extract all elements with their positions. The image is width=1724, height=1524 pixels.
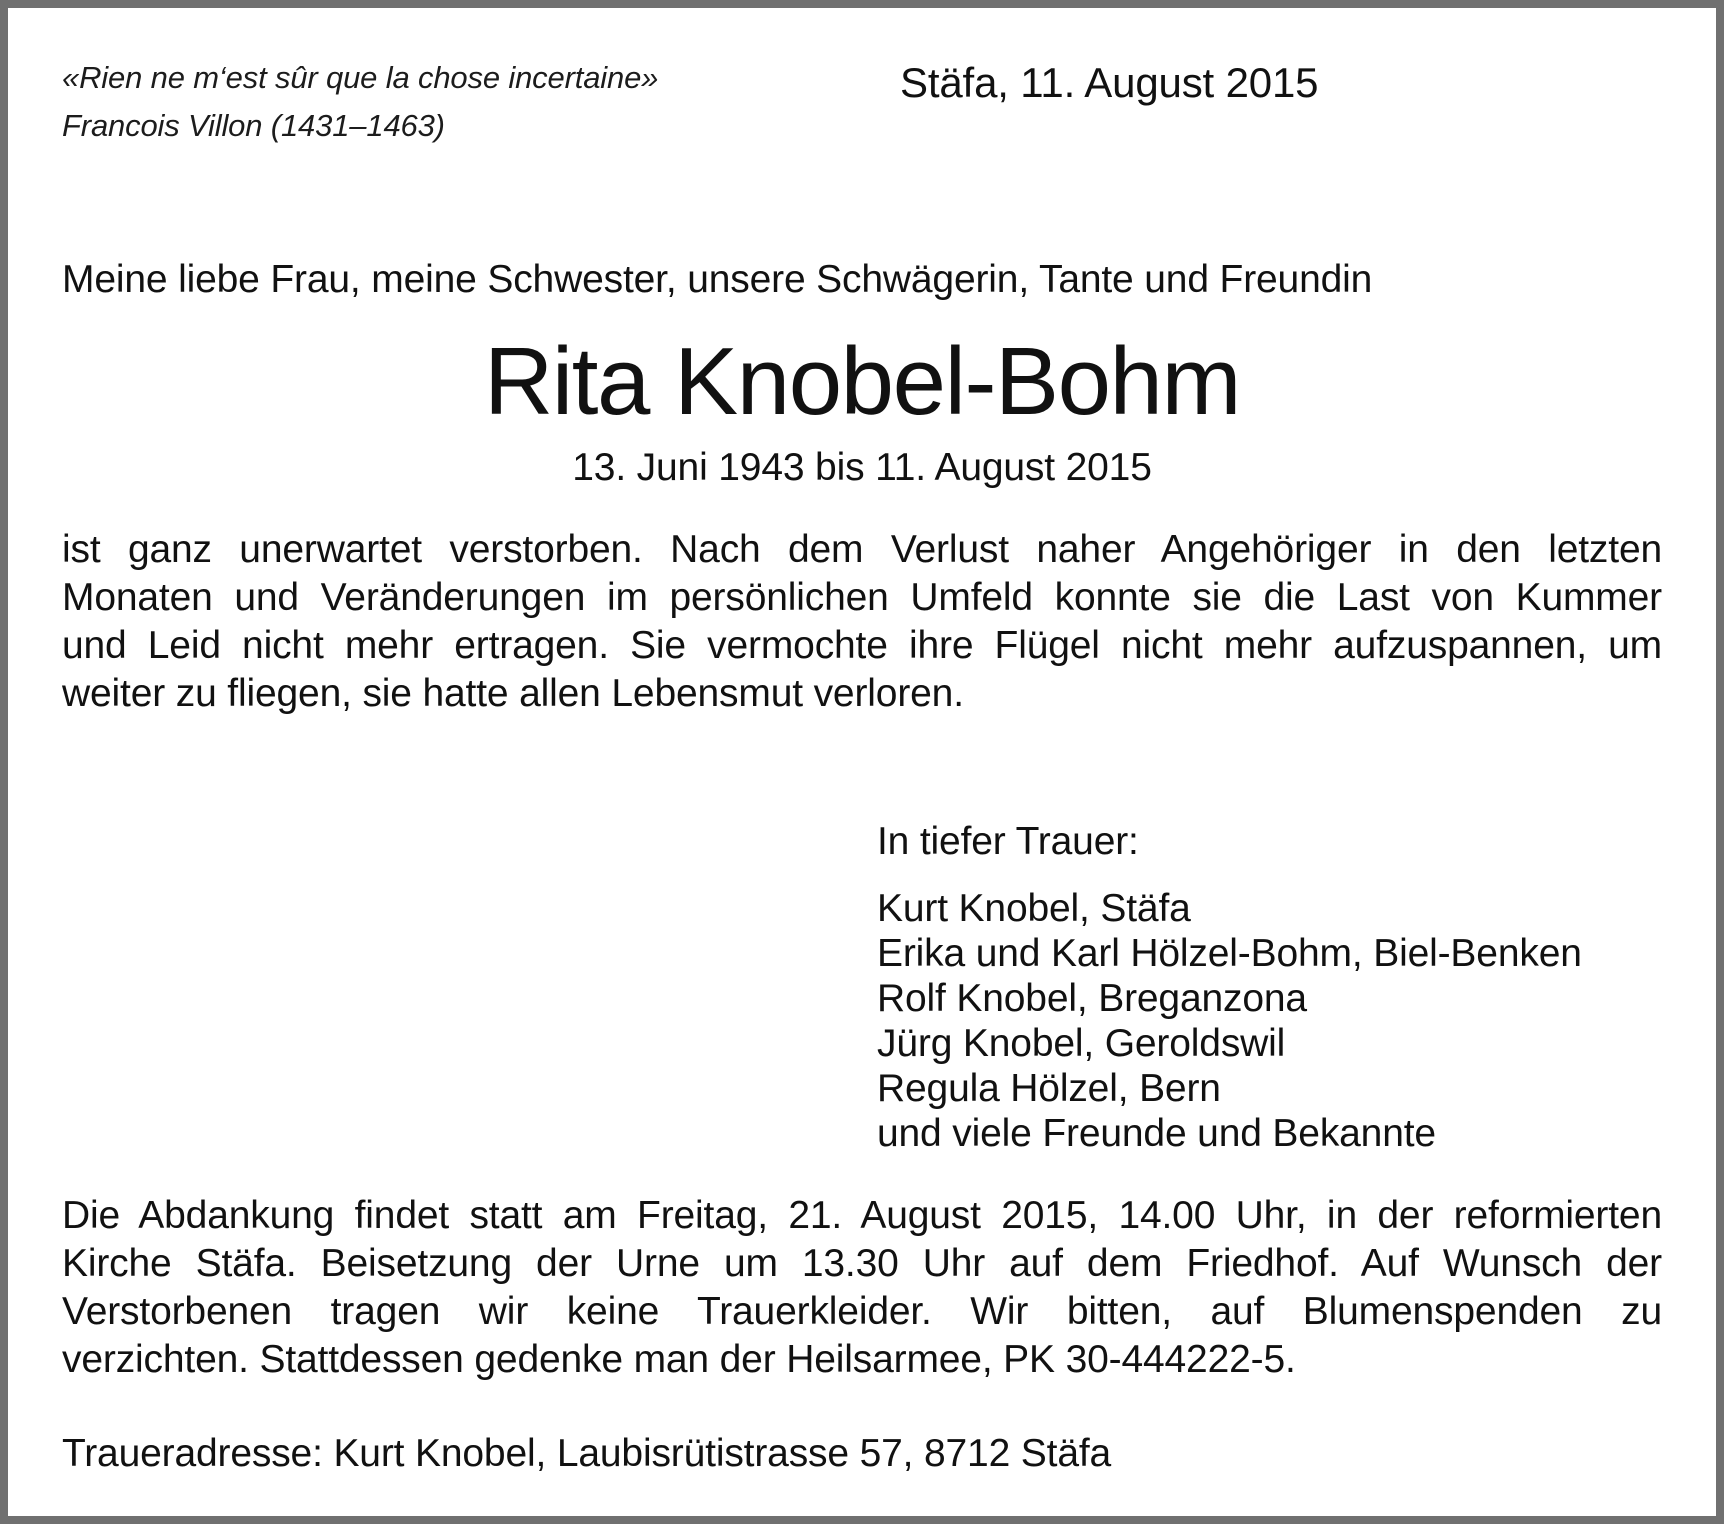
obituary-line: ist ganz unerwartet verstorben. Nach dem Verlust naher Angehöriger in den letzten	[62, 528, 1662, 571]
mourner-item: Kurt Knobel, Stäfa	[877, 887, 1191, 930]
obituary-paragraph	[62, 526, 1662, 718]
mourner-item: und viele Freunde und Bekannte	[877, 1112, 1436, 1155]
epigraph	[62, 54, 658, 150]
funeral-line: verzichten. Stattdessen gedenke man der Heilsarmee, PK 30-444222-5.	[62, 1338, 1296, 1381]
deceased-name: Rita Knobel-Bohm	[483, 328, 1241, 435]
mourner-item: Erika und Karl Hölzel-Bohm, Biel-Benken	[877, 932, 1582, 975]
lifespan-dates: 13. Juni 1943 bis 11. August 2015	[572, 446, 1152, 489]
place-date-line: Stäfa, 11. August 2015	[900, 59, 1319, 106]
funeral-details-paragraph	[62, 1192, 1662, 1384]
epigraph-quote-line: «Rien ne m‘est sûr que la chose incertaine»	[62, 60, 659, 95]
mourning-heading: In tiefer Trauer:	[877, 820, 1139, 863]
funeral-line: Verstorbenen tragen wir keine Trauerkleider. Wir bitten, auf Blumenspenden zu	[62, 1290, 1662, 1333]
mourner-item: Rolf Knobel, Breganzona	[877, 977, 1307, 1020]
mourner-item: Jürg Knobel, Geroldswil	[877, 1022, 1286, 1065]
funeral-line: Kirche Stäfa. Beisetzung der Urne um 13.30 Uhr auf dem Friedhof. Auf Wunsch der	[62, 1242, 1662, 1285]
obituary-line: und Leid nicht mehr ertragen. Sie vermochte ihre Flügel nicht mehr aufzuspannen, um	[62, 624, 1662, 667]
obituary-line: weiter zu fliegen, sie hatte allen Lebensmut verloren.	[62, 672, 964, 715]
obituary-line: Monaten und Veränderungen im persönlichen Umfeld konnte sie die Last von Kummer	[62, 576, 1662, 619]
funeral-line: Die Abdankung findet statt am Freitag, 21. August 2015, 14.00 Uhr, in der reformierten	[62, 1194, 1662, 1237]
mourning-block	[877, 818, 1582, 1156]
mourner-item: Regula Hölzel, Bern	[877, 1067, 1221, 1110]
salutation-line: Meine liebe Frau, meine Schwester, unsere Schwägerin, Tante und Freundin	[62, 258, 1373, 301]
mourning-address-line: Traueradresse: Kurt Knobel, Laubisrütistrasse 57, 8712 Stäfa	[62, 1432, 1112, 1475]
epigraph-attribution: Francois Villon (1431–1463)	[62, 108, 445, 143]
